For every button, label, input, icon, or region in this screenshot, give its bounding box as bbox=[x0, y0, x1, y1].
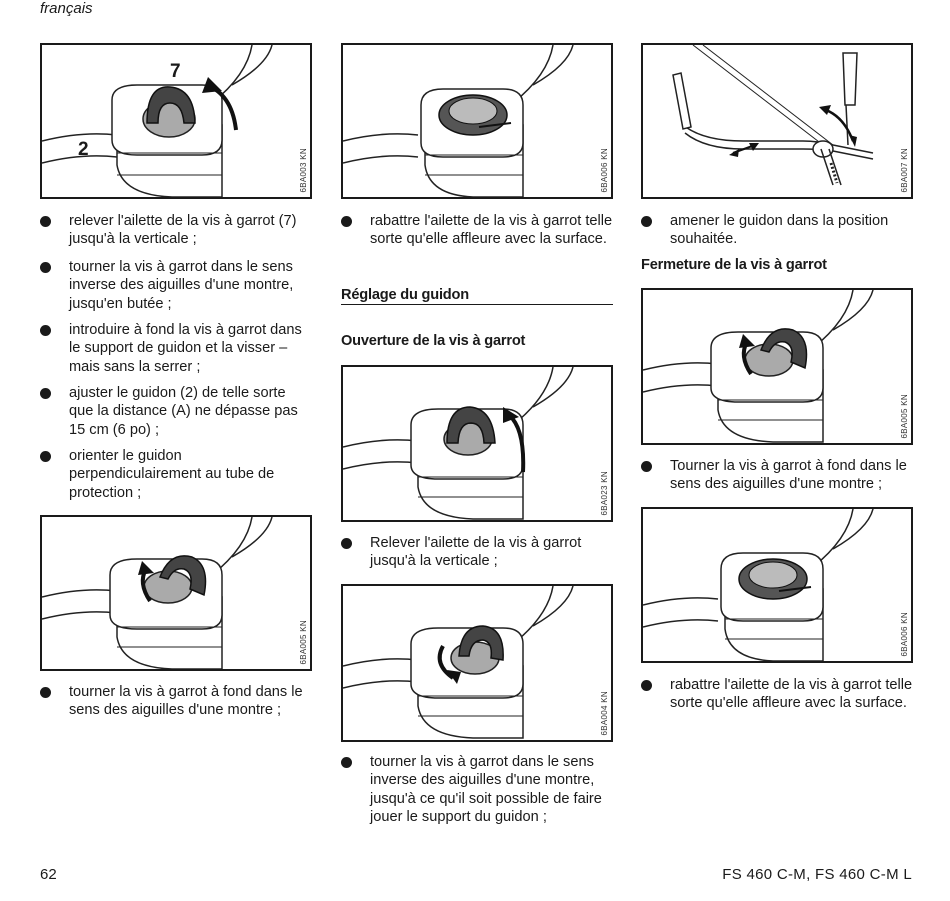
bullet-icon bbox=[341, 757, 352, 768]
bullet-item bbox=[341, 534, 613, 571]
label-7: 7 bbox=[170, 61, 181, 82]
figure-code: 6BA007 KN bbox=[900, 148, 909, 193]
figure-code: 6BA004 KN bbox=[600, 691, 609, 736]
bullet-item bbox=[40, 384, 312, 439]
figure-6ba003 bbox=[40, 43, 312, 199]
figure-6ba023 bbox=[341, 365, 613, 522]
bullet-icon bbox=[641, 216, 652, 227]
bullet-text: Tourner la vis à garrot à fond dans le sens des aiguilles d'une montre ; bbox=[670, 458, 907, 493]
clamp-closed-illustration bbox=[643, 509, 911, 661]
bullet-text: rabattre l'ailette de la vis à garrot telle sorte qu'elle affleure avec la surface. bbox=[670, 677, 913, 712]
bullet-icon bbox=[341, 538, 352, 549]
bullet-text: orienter le guidon perpendiculairement au tube de protection ; bbox=[69, 448, 275, 501]
bullet-item bbox=[641, 676, 913, 713]
bullet-icon bbox=[40, 451, 51, 462]
bullet-item bbox=[40, 447, 312, 502]
clamp-clockwise-illustration bbox=[643, 290, 911, 443]
bullet-icon bbox=[40, 687, 51, 698]
figure-6ba005-b bbox=[641, 288, 913, 445]
figure-6ba004 bbox=[341, 584, 613, 742]
bullet-icon bbox=[40, 388, 51, 399]
bullet-text: tourner la vis à garrot dans le sens inverse des aiguilles d'une montre, jusqu'à ce qu'il soit possible de faire jouer le support du guidon ; bbox=[370, 754, 602, 825]
bullet-text: Relever l'ailette de la vis à garrot jusqu'à la verticale ; bbox=[370, 535, 582, 570]
figure-code: 6BA023 KN bbox=[600, 471, 609, 516]
bullet-icon bbox=[40, 262, 51, 273]
bullet-item bbox=[341, 753, 613, 826]
figure-6ba007 bbox=[641, 43, 913, 199]
figure-code: 6BA006 KN bbox=[900, 612, 909, 657]
bullet-text: relever l'ailette de la vis à garrot (7) jusqu'à la verticale ; bbox=[69, 213, 297, 248]
bullet-text: amener le guidon dans la position souhaitée. bbox=[670, 213, 889, 248]
subsection-heading: Ouverture de la vis à garrot bbox=[341, 333, 526, 349]
bullet-text: rabattre l'ailette de la vis à garrot telle sorte qu'elle affleure avec la surface. bbox=[370, 213, 613, 248]
page-number: 62 bbox=[40, 866, 57, 883]
section-heading-rule bbox=[341, 304, 613, 305]
bullet-item bbox=[341, 212, 613, 249]
clamp-lift-illustration bbox=[343, 367, 611, 520]
bullet-icon bbox=[341, 216, 352, 227]
figure-6ba006-b bbox=[641, 507, 913, 663]
clamp-open-illustration bbox=[42, 45, 310, 197]
figure-code: 6BA003 KN bbox=[299, 148, 308, 193]
bullet-item bbox=[40, 321, 312, 376]
bullet-item bbox=[40, 258, 312, 313]
language-label: français bbox=[40, 0, 93, 17]
bullet-icon bbox=[641, 680, 652, 691]
model-name: FS 460 C-M, FS 460 C-M L bbox=[722, 866, 912, 883]
figure-6ba006 bbox=[341, 43, 613, 199]
label-2: 2 bbox=[78, 139, 89, 160]
section-heading: Réglage du guidon bbox=[341, 287, 469, 303]
figure-code: 6BA005 KN bbox=[299, 620, 308, 665]
figure-code: 6BA006 KN bbox=[600, 148, 609, 193]
bullet-text: tourner la vis à garrot à fond dans le sens des aiguilles d'une montre ; bbox=[69, 684, 303, 719]
clamp-counterclockwise-illustration bbox=[343, 586, 611, 740]
subsection-heading: Fermeture de la vis à garrot bbox=[641, 257, 827, 273]
bullet-text: ajuster le guidon (2) de telle sorte que la distance (A) ne dépasse pas 15 cm (6 po) ; bbox=[69, 385, 298, 438]
clamp-closed-illustration bbox=[343, 45, 611, 197]
figure-6ba005 bbox=[40, 515, 312, 671]
bullet-icon bbox=[40, 325, 51, 336]
bullet-item bbox=[40, 212, 312, 249]
bullet-icon bbox=[40, 216, 51, 227]
clamp-clockwise-illustration bbox=[42, 517, 310, 669]
bullet-text: tourner la vis à garrot dans le sens inverse des aiguilles d'une montre, jusqu'en butée ; bbox=[69, 259, 294, 312]
bullet-icon bbox=[641, 461, 652, 472]
figure-code: 6BA005 KN bbox=[900, 394, 909, 439]
bullet-text: introduire à fond la vis à garrot dans le support de guidon et la visser – mais sans la serrer ; bbox=[69, 322, 302, 375]
handlebar-position-illustration bbox=[643, 45, 911, 197]
bullet-item bbox=[641, 457, 913, 494]
bullet-item bbox=[641, 212, 913, 249]
bullet-item bbox=[40, 683, 312, 720]
